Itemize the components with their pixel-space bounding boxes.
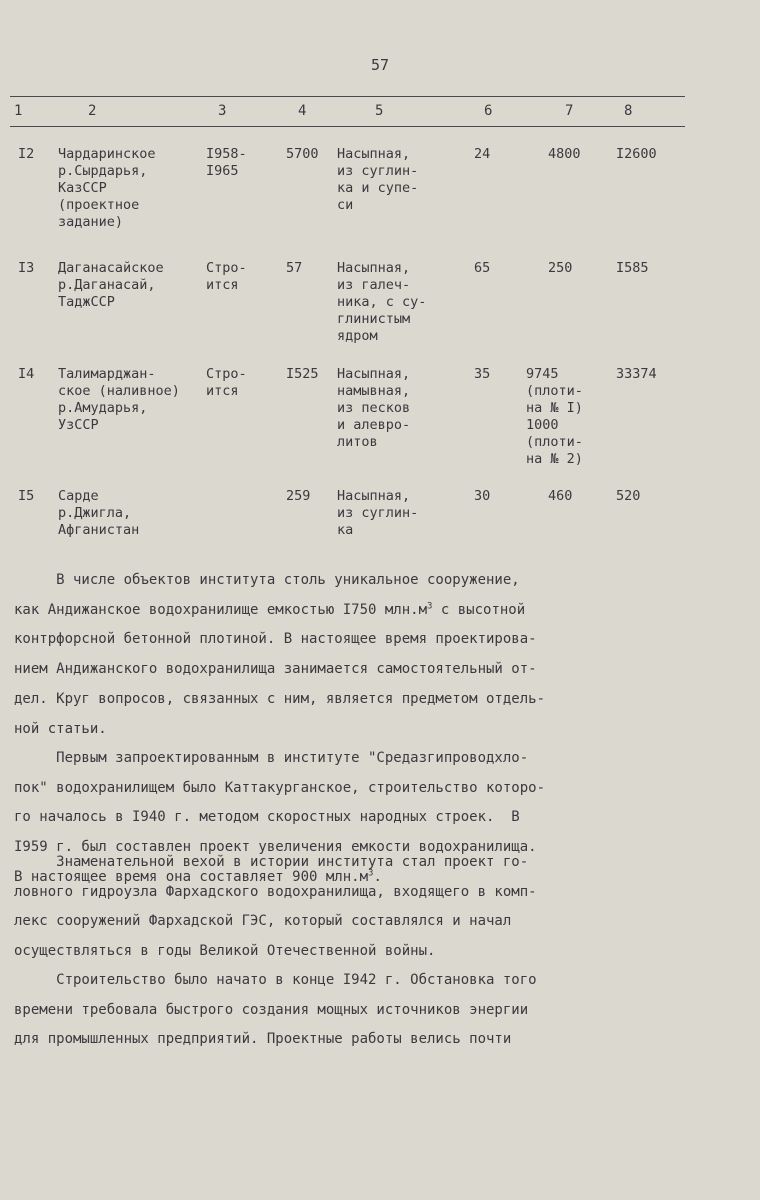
text-line: го началось в I940 г. методом скоростных народных строек. В — [14, 809, 520, 826]
table-top-rule — [10, 96, 685, 97]
text-line: пок" водохранилищем было Каттакурганское, строительство которо- — [14, 779, 546, 796]
text-line: Знаменательной вехой в истории института стал проект го- — [14, 854, 529, 870]
cell-col7: 9745 (плоти- на № I) 1000 (плоти- на № 2) — [526, 366, 583, 467]
cell-col8: I2600 — [616, 146, 657, 162]
cell-col4: 57 — [286, 260, 303, 276]
row-number: I5 — [18, 488, 35, 504]
paragraph-construction — [14, 966, 664, 1055]
cell-col7: 460 — [548, 488, 573, 504]
cell-col8: 520 — [616, 488, 641, 504]
cell-col6: 24 — [474, 146, 491, 162]
text-line: времени требовала быстрого создания мощных источников энергии — [14, 1001, 529, 1018]
paragraph-andijan — [14, 566, 664, 744]
construction-years: Стро- ится — [206, 366, 247, 399]
text-line: Строительство было начато в конце I942 г. Обстановка того — [14, 972, 537, 988]
text-line: ловного гидроузла Фархадского водохранилища, входящего в комп- — [14, 883, 537, 900]
construction-years: I958- I965 — [206, 146, 247, 179]
reservoir-name: Сарде р.Джигла, Афганистан — [58, 488, 140, 538]
col-header-7: 7 — [565, 103, 574, 119]
text-line: для промышленных предприятий. Проектные работы велись почти — [14, 1031, 512, 1048]
col-header-2: 2 — [88, 103, 97, 119]
paragraph-farkhad — [14, 848, 664, 967]
text-line: лекс сооружений Фархадской ГЭС, который составлялся и начал — [14, 913, 512, 930]
col-header-1: 1 — [14, 103, 23, 119]
page-number: 57 — [370, 56, 390, 74]
cell-col6: 30 — [474, 488, 491, 504]
col-header-4: 4 — [298, 103, 307, 119]
construction-years: Стро- ится — [206, 260, 247, 293]
text-line: В настоящее время она составляет 900 $млн.м^3$. — [14, 868, 382, 885]
text-line: нием Андижанского водохранилища занимается самостоятельный от- — [14, 661, 537, 678]
row-number: I4 — [18, 366, 35, 382]
reservoir-name: Талимарджан- ское (наливное) р.Амударья, УзССР — [58, 366, 180, 433]
cell-col7: 4800 — [548, 146, 581, 162]
dam-type: Насыпная, намывная, из песков и алевро- литов — [337, 366, 411, 450]
reservoir-name: Даганасайское р.Даганасай, ТаджССР — [58, 260, 164, 310]
cell-col7: 250 — [548, 260, 573, 276]
cell-col4: 259 — [286, 488, 311, 504]
dam-type: Насыпная, из суглин- ка и супе- си — [337, 146, 419, 213]
dam-type: Насыпная, из галеч- ника, с су- глинистым ядром — [337, 260, 427, 344]
text-line: дел. Круг вопросов, связанных с ним, является предметом отдель- — [14, 690, 546, 707]
text-line: Первым запроектированным в институте "Средазгипроводхло- — [14, 750, 529, 766]
table-header-rule — [10, 126, 685, 127]
text-line: В числе объектов института столь уникальное сооружение, — [14, 572, 520, 588]
cell-col8: 33374 — [616, 366, 657, 382]
text-line: ной статьи. — [14, 720, 107, 737]
col-header-3: 3 — [218, 103, 227, 119]
cell-col6: 65 — [474, 260, 491, 276]
cell-col6: 35 — [474, 366, 491, 382]
reservoir-name: Чардаринское р.Сырдарья, КазССР (проектное задание) — [58, 146, 156, 230]
row-number: I3 — [18, 260, 35, 276]
col-header-8: 8 — [624, 103, 633, 119]
text-line: контрфорсной бетонной плотиной. В настоящее время проектирова- — [14, 631, 537, 648]
dam-type: Насыпная, из суглин- ка — [337, 488, 419, 538]
cell-col4: I525 — [286, 366, 319, 382]
cell-col8: I585 — [616, 260, 649, 276]
text-line: как Андижанское водохранилище емкостью I750 $млн.м^3$ с высотной — [14, 601, 526, 618]
col-header-6: 6 — [484, 103, 493, 119]
cell-col4: 5700 — [286, 146, 319, 162]
col-header-5: 5 — [375, 103, 384, 119]
text-line: I959 г. был составлен проект увеличения емкости водохранилища. — [14, 839, 537, 856]
text-line: осуществляться в годы Великой Отечественной войны. — [14, 943, 436, 960]
row-number: I2 — [18, 146, 35, 162]
